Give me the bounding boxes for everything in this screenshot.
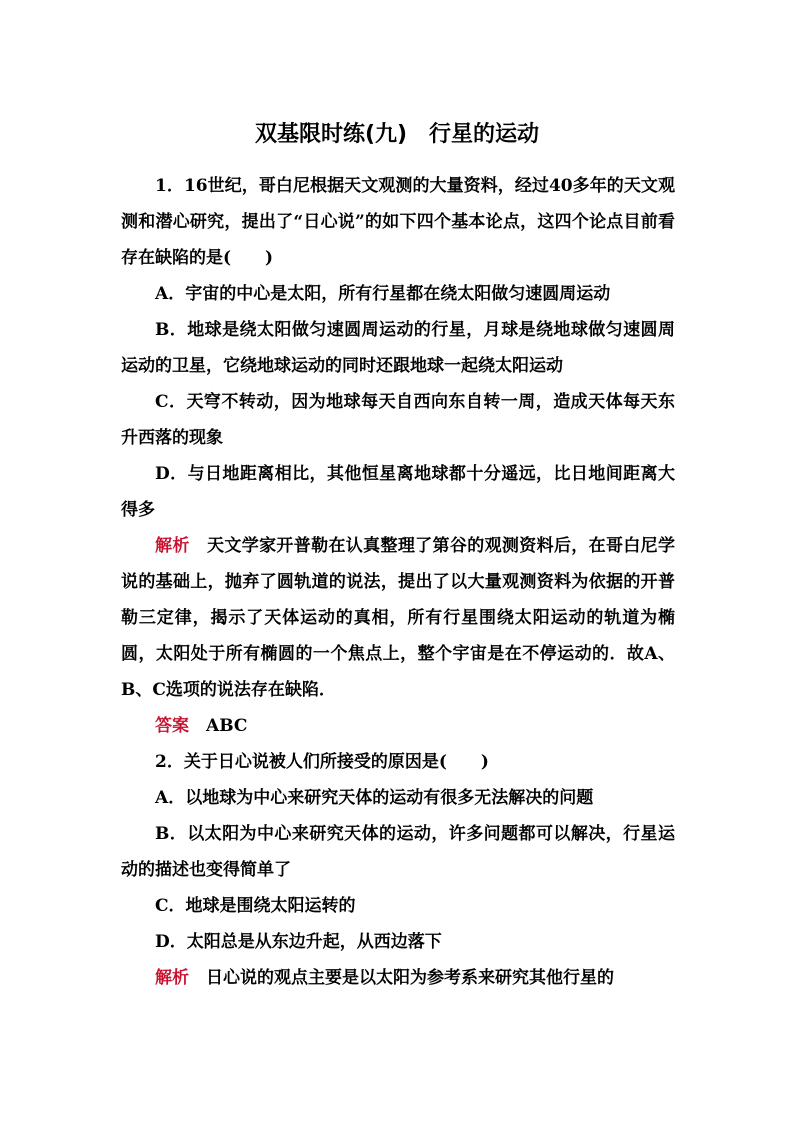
- question-1-option-c: C．天穹不转动，因为地球每天自西向东自转一周，造成天体每天东升西落的现象: [121, 392, 675, 448]
- analysis-label: 解析: [155, 536, 190, 556]
- question-1-answer: [121, 708, 675, 744]
- question-1-stem: 1．16世纪，哥白尼根据天文观测的大量资料，经过40多年的天文观测和潜心研究，提出了“日心说”的如下四个基本论点，这四个论点目前看存在缺陷的是( ): [121, 176, 675, 268]
- question-2-option-c: C．地球是围绕太阳运转的: [155, 896, 356, 916]
- question-2-analysis: [121, 960, 675, 996]
- analysis-text: 天文学家开普勒在认真整理了第谷的观测资料后，在哥白尼学说的基础上，抛弃了圆轨道的说法，提出了以大量观测资料为依据的开普勒三定律，揭示了天体运动的真相，所有行星围绕太阳运动的轨道为椭圆，太阳处于所有椭圆的一个焦点上，整个宇宙是在不停运动的．故A、B、C选项的说法存在缺陷．: [121, 536, 676, 700]
- question-1-option-d: D．与日地距离相比，其他恒星离地球都十分遥远，比日地间距离大得多: [121, 464, 675, 520]
- question-2-option-d: D．太阳总是从东边升起，从西边落下: [155, 932, 442, 952]
- answer-text: ABC: [206, 716, 248, 736]
- question-2-option-b: B．以太阳为中心来研究天体的运动，许多问题都可以解决，行星运动的描述也变得简单了: [121, 824, 675, 880]
- question-1-analysis: [121, 528, 675, 708]
- page-title: 双基限时练(九) 行星的运动: [254, 122, 540, 147]
- analysis-text: 日心说的观点主要是以太阳为参考系来研究其他行星的: [206, 968, 614, 988]
- question-2-stem: 2．关于日心说被人们所接受的原因是( ): [155, 752, 489, 772]
- document-body: [121, 168, 675, 996]
- question-2-option-a: A．以地球为中心来研究天体的运动有很多无法解决的问题: [155, 788, 594, 808]
- question-1-option-b: B．地球是绕太阳做匀速圆周运动的行星，月球是绕地球做匀速圆周运动的卫星，它绕地球运动的同时还跟地球一起绕太阳运动: [121, 320, 675, 376]
- analysis-label: 解析: [155, 968, 189, 988]
- answer-label: 答案: [155, 716, 189, 736]
- question-1-option-a: A．宇宙的中心是太阳，所有行星都在绕太阳做匀速圆周运动: [155, 284, 611, 304]
